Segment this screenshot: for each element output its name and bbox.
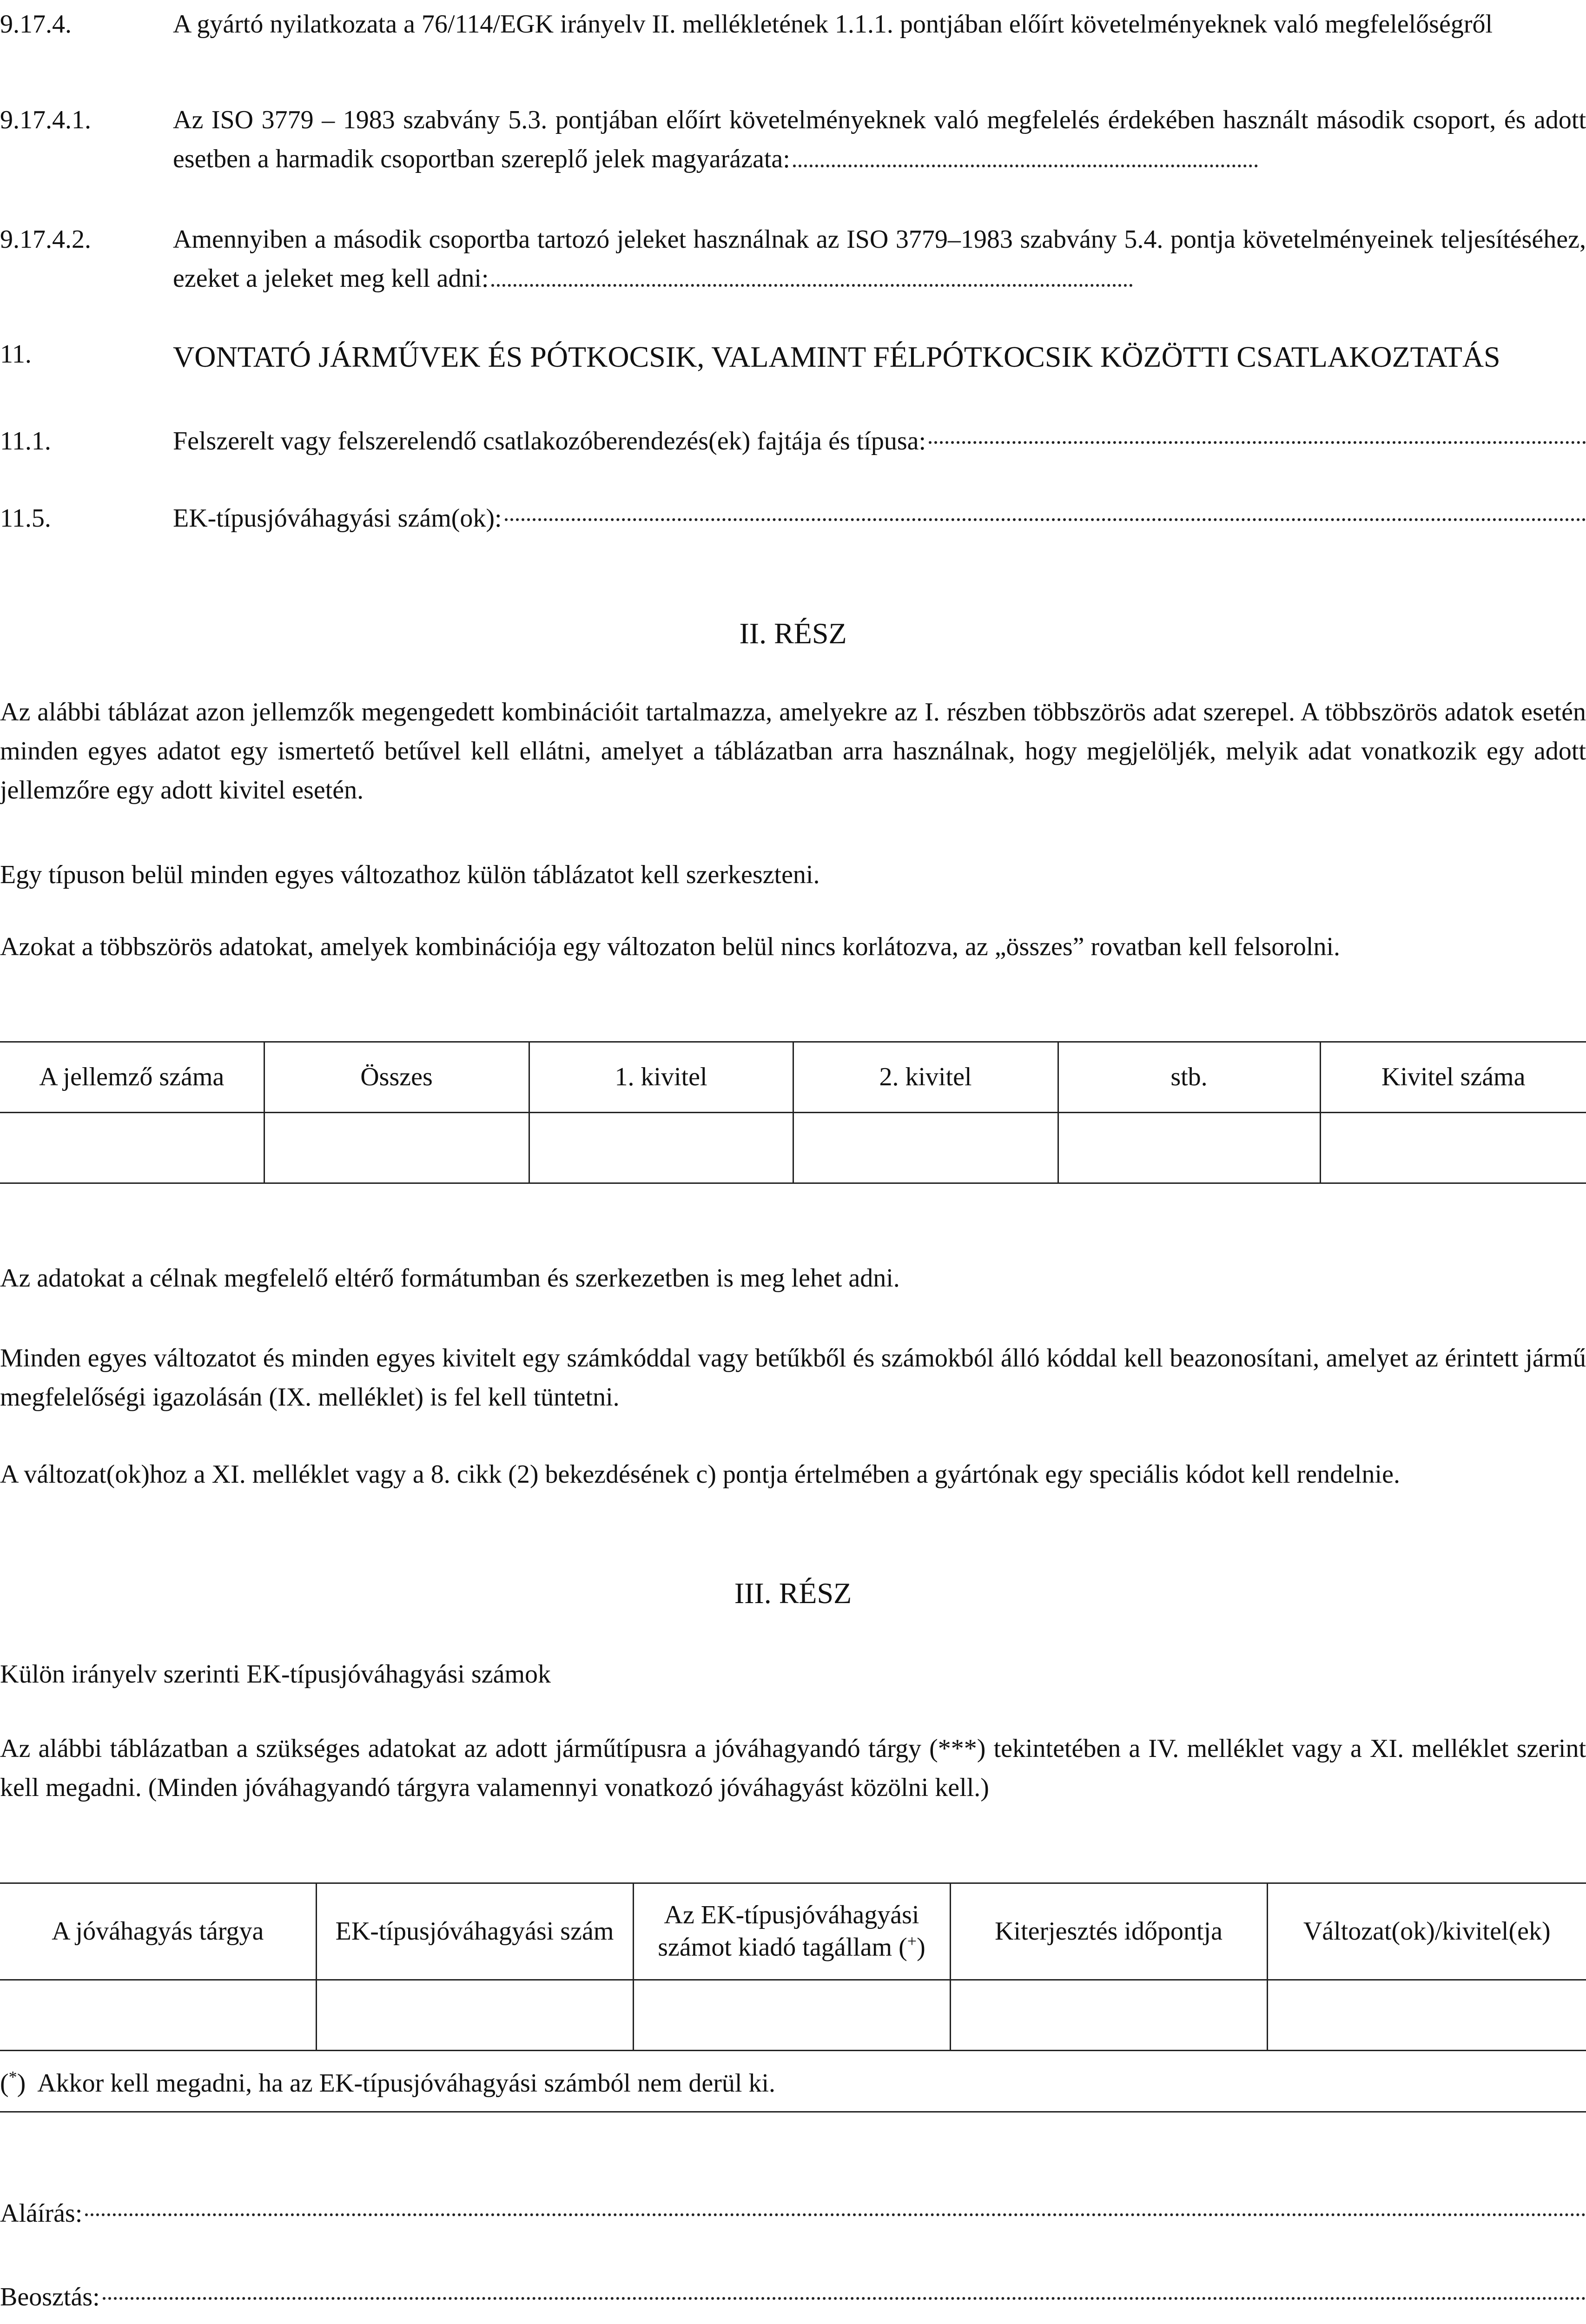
part-3-paragraph: Az alábbi táblázatban a szükséges adatokat az adott járműtípusra a jóváhagyandó tárgy (***) tekintetében a IV. melléklet vagy a XI. melléklet szerint kell megadni. (Minden jóváhagyandó tárgyra valamennyi vonatkozó jóváhagyást közölni kell.): [0, 1734, 1586, 1802]
section-9-17-4-1: [0, 100, 1586, 178]
section-11-1: [0, 422, 1586, 461]
footnote-text: Akkor kell megadni, ha az EK-típusjóváhagyási számból nem derül ki.: [37, 2069, 776, 2098]
section-number: 9.17.4.2.: [0, 225, 91, 254]
table-cell: [950, 1980, 1267, 2051]
table-cell: [316, 1980, 633, 2051]
part-3-subtitle: Külön irányelv szerinti EK-típusjóváhagyási számok: [0, 1660, 551, 1689]
variants-table: [0, 1041, 1586, 1184]
section-text-with-fill: [173, 100, 1586, 178]
table-row: [0, 1113, 1586, 1183]
table-cell: [1267, 1980, 1586, 2051]
dotted-fill-line: [103, 2297, 1586, 2300]
table-cell: [0, 1113, 264, 1183]
table-cell: [633, 1980, 950, 2051]
table-cell: [529, 1113, 793, 1183]
dotted-fill-line: [929, 441, 1586, 444]
table-header-row: [0, 1883, 1586, 1980]
section-text-with-fill: [173, 422, 1586, 461]
signature-line: [0, 2194, 1586, 2233]
footnote-mark: *: [8, 2067, 17, 2086]
footnote: (*) Akkor kell megadni, ha az EK-típusjóváhagyási számból nem derül ki.: [0, 2064, 1586, 2113]
table-header-cell: Változat(ok)/kivitel(ek): [1267, 1883, 1586, 1980]
section-text: Felszerelt vagy felszerelendő csatlakozóberendezés(ek) fajtája és típusa:: [173, 427, 926, 456]
dotted-fill-line: [491, 284, 1133, 287]
dotted-fill-line: [85, 2213, 1586, 2216]
section-text: A gyártó nyilatkozata a 76/114/EGK irányelv II. mellékletének 1.1.1. pontjában előírt követelményeknek való megfelelőségről: [173, 10, 1493, 39]
position-label: Beosztás:: [0, 2283, 100, 2311]
section-11: [0, 335, 1586, 379]
table-header-cell: A jellemző száma: [0, 1042, 264, 1113]
dotted-fill-line: [505, 518, 1586, 521]
table-header-cell: 1. kivitel: [529, 1042, 793, 1113]
section-text: EK-típusjóváhagyási szám(ok):: [173, 504, 502, 533]
section-11-5: [0, 499, 1586, 538]
section-number: 11.: [0, 340, 32, 369]
part-2-note: A változat(ok)hoz a XI. melléklet vagy a 8. cikk (2) bekezdésének c) pontja értelmében a gyártónak egy speciális kódot kell rendelnie.: [0, 1460, 1400, 1489]
section-text: Amennyiben a második csoportba tartozó jeleket használnak az ISO 3779–1983 szabvány 5.4. pontja követelményeinek teljesítéséhez, ezeket a jeleket meg kell adni:: [173, 225, 1586, 293]
dotted-fill-line: [793, 165, 1258, 167]
table-header-cell: Összes: [264, 1042, 529, 1113]
part-2-paragraph: Egy típuson belül minden egyes változathoz külön táblázatot kell szerkeszteni.: [0, 860, 820, 889]
table-header-cell: EK-típusjóváhagyási szám: [316, 1883, 633, 1980]
table-cell: [1058, 1113, 1320, 1183]
part-2-note: Az adatokat a célnak megfelelő eltérő formátumban és szerkezetben is meg lehet adni.: [0, 1264, 900, 1293]
section-text: Az ISO 3779 – 1983 szabvány 5.3. pontjában előírt követelményeknek való megfelelés érdekében használt második csoport, és adott esetben a harmadik csoportban szereplő jelek magyarázata:: [173, 106, 1586, 173]
part-2-title: II. RÉSZ: [739, 617, 847, 650]
approval-numbers-table: [0, 1882, 1586, 2051]
part-3-title: III. RÉSZ: [734, 1577, 852, 1610]
section-heading: VONTATÓ JÁRMŰVEK ÉS PÓTKOCSIK, VALAMINT FÉLPÓTKOCSIK KÖZÖTTI CSATLAKOZTATÁS: [173, 340, 1500, 373]
table-cell: [1320, 1113, 1586, 1183]
signature-label: Aláírás:: [0, 2199, 83, 2228]
table-cell: [264, 1113, 529, 1183]
section-9-17-4: [0, 5, 1586, 44]
section-number: 9.17.4.: [0, 10, 72, 39]
part-2-paragraph: Azokat a többszörös adatokat, amelyek kombinációja egy változaton belül nincs korlátozva, az „összes” rovatban kell felsorolni.: [0, 932, 1341, 961]
table-cell: [793, 1113, 1058, 1183]
footnote-ref: +: [907, 1931, 917, 1950]
table-header-cell: 2. kivitel: [793, 1042, 1058, 1113]
table-header-cell: Kiterjesztés időpontja: [950, 1883, 1267, 1980]
table-header-row: [0, 1042, 1586, 1113]
table-cell: [0, 1980, 316, 2051]
part-2-note: Minden egyes változatot és minden egyes kivitelt egy számkóddal vagy betűkből és számokból álló kóddal kell beazonosítani, amelyet az érintett jármű megfelelőségi igazolásán (IX. melléklet) is fel kell tüntetni.: [0, 1344, 1586, 1412]
section-text-with-fill: [173, 220, 1586, 298]
table-header-cell: Kivitel száma: [1320, 1042, 1586, 1113]
table-header-cell: stb.: [1058, 1042, 1320, 1113]
section-text-with-fill: [173, 499, 1586, 538]
table-row: [0, 1980, 1586, 2051]
section-number: 11.1.: [0, 427, 51, 456]
part-2-paragraph: Az alábbi táblázat azon jellemzők megengedett kombinációit tartalmazza, amelyekre az I. részben többszörös adat szerepel. A többszörös adatok esetén minden egyes adatot egy ismertető betűvel kell ellátni, amelyet a táblázatban arra használnak, hogy megjelöljék, melyik adat vonatkozik egy adott jellemzőre egy adott kivitel esetén.: [0, 698, 1586, 805]
header-text: Az EK-típusjóváhagyási számot kiadó tagállam: [658, 1901, 919, 1962]
table-header-cell: Az EK-típusjóváhagyási számot kiadó tagállam (+): [633, 1883, 950, 1980]
section-9-17-4-2: [0, 220, 1586, 298]
table-header-cell: A jóváhagyás tárgya: [0, 1883, 316, 1980]
section-number: 9.17.4.1.: [0, 106, 91, 134]
section-number: 11.5.: [0, 504, 51, 533]
position-line: [0, 2278, 1586, 2317]
